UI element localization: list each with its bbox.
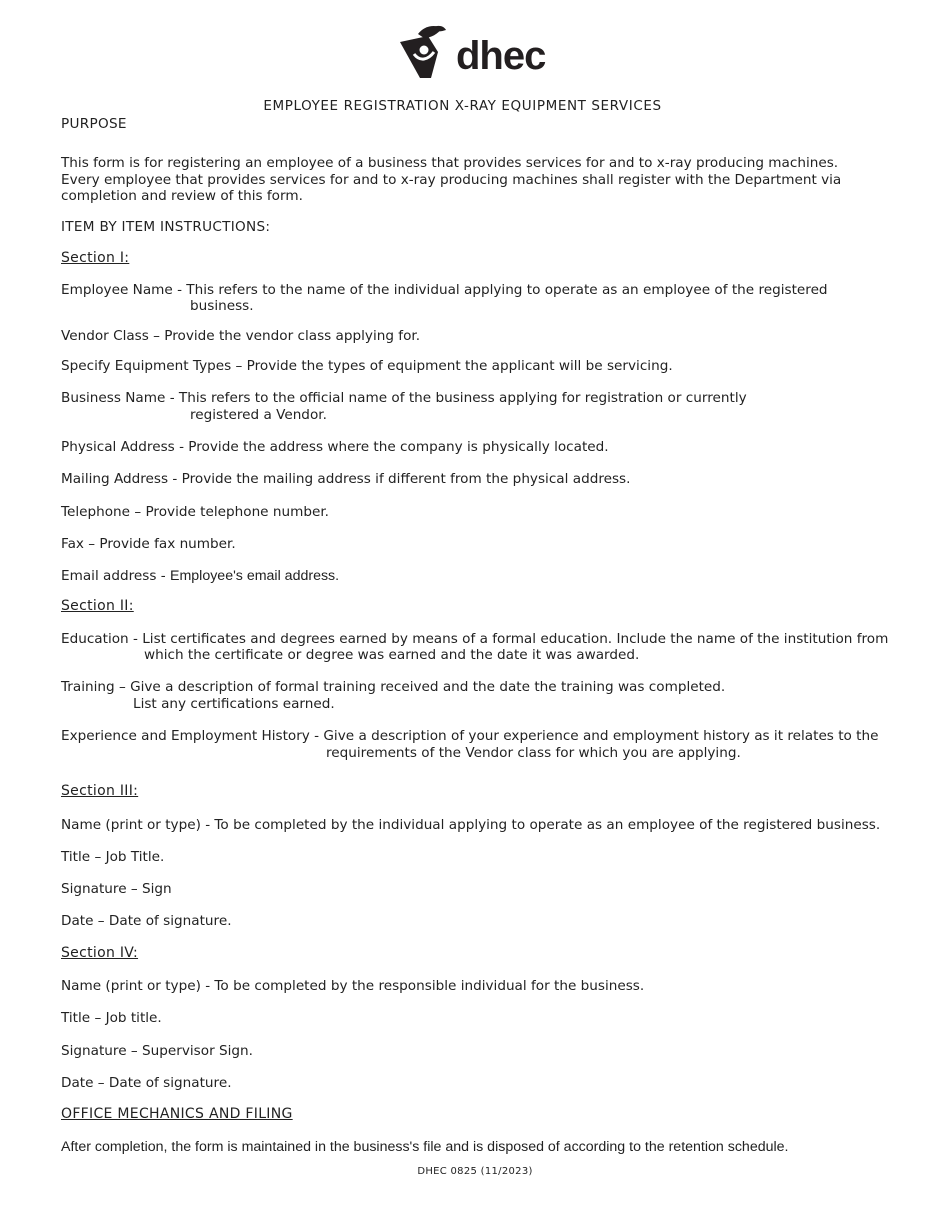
employee-name-instruction: Employee Name - This refers to the name of the individual applying to operate as an employee of the registered xyxy=(61,282,828,298)
page-title: EMPLOYEE REGISTRATION X-RAY EQUIPMENT SERVICES xyxy=(263,98,662,114)
training-instruction: Training – Give a description of formal training received and the date the training was completed. xyxy=(61,679,726,695)
instructions-heading: ITEM BY ITEM INSTRUCTIONS: xyxy=(61,219,271,235)
telephone-instruction: Telephone – Provide telephone number. xyxy=(61,504,329,520)
email-instruction xyxy=(61,568,339,585)
education-instruction: Education - List certificates and degrees earned by means of a formal education. Include the name of the institution from xyxy=(61,631,889,647)
email-description: Employee's email address. xyxy=(170,568,340,584)
office-mechanics-heading: OFFICE MECHANICS AND FILING xyxy=(61,1106,293,1122)
education-instruction-cont: which the certificate or degree was earned and the date it was awarded. xyxy=(144,647,640,663)
applicant-title-instruction: Title – Job Title. xyxy=(61,849,165,865)
supervisor-title-instruction: Title – Job title. xyxy=(61,1010,162,1026)
purpose-heading: PURPOSE xyxy=(61,116,127,132)
business-name-instruction: Business Name - This refers to the official name of the business applying for registration or currently xyxy=(61,390,747,406)
section-2-heading: Section II: xyxy=(61,598,134,614)
applicant-date-instruction: Date – Date of signature. xyxy=(61,913,232,929)
equipment-types-instruction: Specify Equipment Types – Provide the types of equipment the applicant will be servicing. xyxy=(61,358,673,374)
applicant-name-instruction: Name (print or type) - To be completed by the individual applying to operate as an employee of the registered business. xyxy=(61,817,881,833)
supervisor-signature-instruction: Signature – Supervisor Sign. xyxy=(61,1043,253,1059)
vendor-class-instruction: Vendor Class – Provide the vendor class applying for. xyxy=(61,328,421,344)
form-number-footer: DHEC 0825 (11/2023) xyxy=(417,1166,533,1177)
email-label: Email address - xyxy=(61,568,170,584)
applicant-signature-instruction: Signature – Sign xyxy=(61,881,172,897)
experience-instruction: Experience and Employment History - Give a description of your experience and employment history as it relates to the xyxy=(61,728,879,744)
training-instruction-cont: List any certifications earned. xyxy=(133,696,335,712)
logo-wordmark: dhec xyxy=(456,34,546,78)
section-4-heading: Section IV: xyxy=(61,945,139,961)
office-mechanics-text: After completion, the form is maintained in the business's file and is disposed of according to the retention schedule. xyxy=(61,1139,789,1155)
business-name-instruction-cont: registered a Vendor. xyxy=(190,407,327,423)
supervisor-name-instruction: Name (print or type) - To be completed by the responsible individual for the business. xyxy=(61,978,645,994)
physical-address-instruction: Physical Address - Provide the address where the company is physically located. xyxy=(61,439,609,455)
section-1-heading: Section I: xyxy=(61,250,130,266)
section-3-heading: Section III: xyxy=(61,783,139,799)
supervisor-date-instruction: Date – Date of signature. xyxy=(61,1075,232,1091)
fax-instruction: Fax – Provide fax number. xyxy=(61,536,236,552)
experience-instruction-cont: requirements of the Vendor class for which you are applying. xyxy=(326,745,741,761)
mailing-address-instruction: Mailing Address - Provide the mailing address if different from the physical address. xyxy=(61,471,631,487)
employee-name-instruction-cont: business. xyxy=(190,298,254,314)
purpose-text: This form is for registering an employee of a business that provides services for and to x-ray producing machines. Every employee that provides services for and to x-ray producing machines shall register with the Department via completion and review of this form. xyxy=(61,155,842,204)
